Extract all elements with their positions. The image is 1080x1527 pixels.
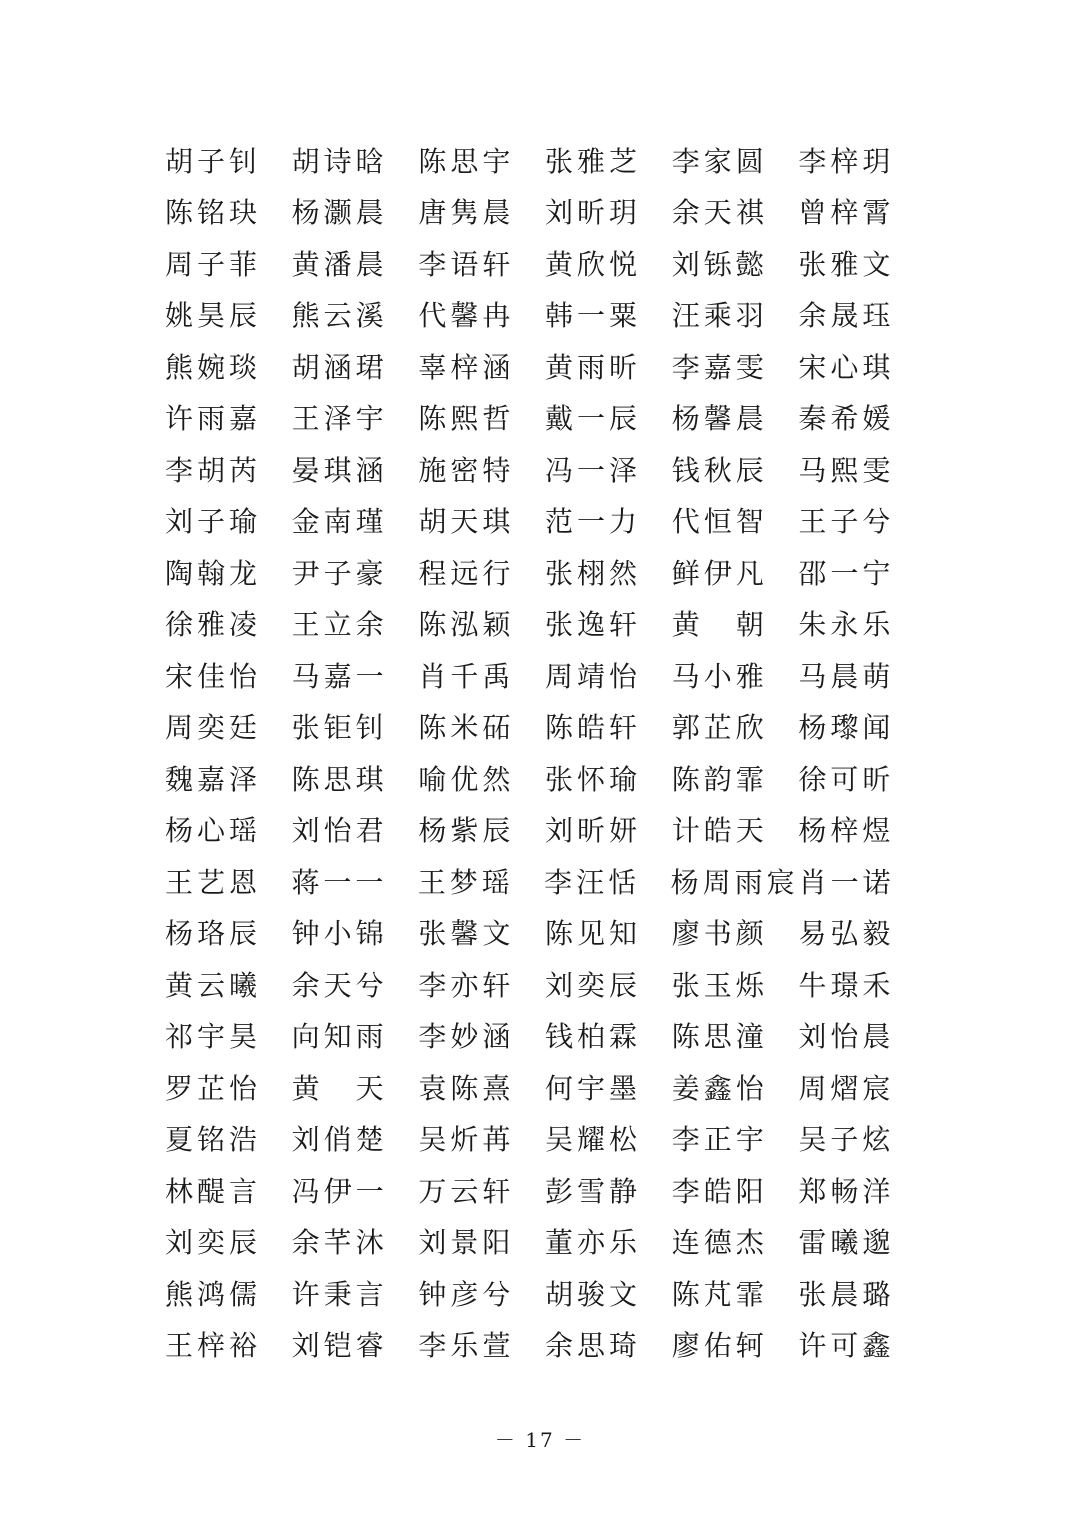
- student-name: 冯一泽: [545, 453, 642, 487]
- student-name: 金南瑾: [291, 505, 388, 539]
- student-name: 肖一诺: [798, 865, 895, 899]
- student-name: 杨灏晨: [291, 196, 388, 230]
- name-row: [165, 754, 925, 806]
- student-name: 张雅芝: [545, 144, 642, 178]
- student-name: 王子兮: [798, 505, 895, 539]
- student-name: 陈见知: [545, 917, 642, 951]
- student-name: 许雨嘉: [165, 402, 262, 436]
- student-name: 熊云溪: [291, 299, 388, 333]
- student-name: 计皓天: [671, 814, 768, 848]
- student-name: 喻优然: [418, 762, 515, 796]
- student-name: 黄云曦: [165, 968, 262, 1002]
- student-name: 周奕廷: [165, 711, 262, 745]
- student-name: 杨周雨宸: [670, 865, 799, 899]
- student-name: 刘景阳: [418, 1226, 515, 1260]
- student-name: 杨珞辰: [165, 917, 262, 951]
- student-name: 冯伊一: [291, 1174, 388, 1208]
- student-name: 胡子钊: [165, 144, 262, 178]
- student-name: 李梓玥: [798, 144, 895, 178]
- student-name: 余晟珏: [798, 299, 895, 333]
- student-name: 陈熙哲: [418, 402, 515, 436]
- student-name: 胡天琪: [418, 505, 515, 539]
- student-name: 郭芷欣: [671, 711, 768, 745]
- page-number: － 17 －: [494, 1428, 586, 1452]
- student-name: 陈韵霏: [671, 762, 768, 796]
- name-row: [165, 806, 925, 858]
- student-name: 夏铭浩: [165, 1123, 262, 1157]
- student-name: 余天兮: [291, 968, 388, 1002]
- student-name: 戴一辰: [545, 402, 642, 436]
- student-name: 李语轩: [418, 247, 515, 281]
- name-row: [165, 1218, 925, 1270]
- student-name: 万云轩: [418, 1174, 515, 1208]
- name-row: [165, 857, 925, 909]
- student-name: 钱柏霖: [545, 1020, 642, 1054]
- student-name: 钟彦兮: [418, 1277, 515, 1311]
- name-row: [165, 909, 925, 961]
- student-name: 姜鑫怡: [671, 1071, 768, 1105]
- student-name: 徐雅凌: [165, 608, 262, 642]
- name-row: [165, 600, 925, 652]
- student-name: 陈铭玦: [165, 196, 262, 230]
- student-name: 杨紫辰: [418, 814, 515, 848]
- student-name: 王梦瑶: [417, 865, 514, 899]
- student-name: 许可鑫: [798, 1329, 895, 1363]
- student-name: 刘铄懿: [671, 247, 768, 281]
- student-name: 肖千禹: [418, 659, 515, 693]
- student-name: 祁宇昊: [165, 1020, 262, 1054]
- student-name: 李妙涵: [418, 1020, 515, 1054]
- student-name: 尹子豪: [291, 556, 388, 590]
- name-row: [165, 548, 925, 600]
- student-name: 张玉烁: [671, 968, 768, 1002]
- student-name: 向知雨: [291, 1020, 388, 1054]
- student-name: 袁陈熹: [418, 1071, 515, 1105]
- student-name: 周靖怡: [545, 659, 642, 693]
- student-name: 刘奕辰: [165, 1226, 262, 1260]
- student-name: 代馨冉: [418, 299, 515, 333]
- student-name: 刘怡晨: [798, 1020, 895, 1054]
- student-name: 代恒智: [671, 505, 768, 539]
- student-name: 吴子炫: [798, 1123, 895, 1157]
- student-name: 王泽宇: [291, 402, 388, 436]
- student-name: 秦希媛: [798, 402, 895, 436]
- name-row: [165, 394, 925, 446]
- student-name: 钟小锦: [291, 917, 388, 951]
- student-name: 张馨文: [418, 917, 515, 951]
- name-list: [165, 136, 925, 1372]
- student-name: 易弘毅: [798, 917, 895, 951]
- student-name: 刘奕辰: [545, 968, 642, 1002]
- student-name: 张逸轩: [545, 608, 642, 642]
- student-name: 王艺恩: [165, 865, 262, 899]
- student-name: 唐隽晨: [418, 196, 515, 230]
- student-name: 何宇墨: [545, 1071, 642, 1105]
- student-name: 熊鸿儒: [165, 1277, 262, 1311]
- student-name: 陶翰龙: [165, 556, 262, 590]
- student-name: 宋佳怡: [165, 659, 262, 693]
- student-name: 蒋一一: [291, 865, 388, 899]
- student-name: 郑畅洋: [798, 1174, 895, 1208]
- student-name: 汪乘羽: [671, 299, 768, 333]
- student-name: 陈思宇: [418, 144, 515, 178]
- name-row: [165, 342, 925, 394]
- student-name: 罗芷怡: [165, 1071, 262, 1105]
- student-name: 周熠宸: [798, 1071, 895, 1105]
- name-row: [165, 1321, 925, 1373]
- name-row: [165, 497, 925, 549]
- student-name: 姚昊辰: [165, 299, 262, 333]
- student-name: 李胡芮: [165, 453, 262, 487]
- student-name: 林醍言: [165, 1174, 262, 1208]
- student-name: 吴炘苒: [418, 1123, 515, 1157]
- student-name: 余天祺: [671, 196, 768, 230]
- student-name: 黄雨昕: [545, 350, 642, 384]
- student-name: 胡诗晗: [291, 144, 388, 178]
- name-row: [165, 1063, 925, 1115]
- student-name: 周子菲: [165, 247, 262, 281]
- student-name: 程远行: [418, 556, 515, 590]
- student-name: 黄 天: [291, 1071, 388, 1105]
- name-row: [165, 651, 925, 703]
- student-name: 胡骏文: [545, 1277, 642, 1311]
- student-name: 余芊沐: [291, 1226, 388, 1260]
- name-row: [165, 291, 925, 343]
- student-name: 张晨璐: [798, 1277, 895, 1311]
- student-name: 张雅文: [798, 247, 895, 281]
- student-name: 陈芃霏: [671, 1277, 768, 1311]
- student-name: 刘怡君: [291, 814, 388, 848]
- student-name: 杨梓煜: [798, 814, 895, 848]
- student-name: 黄 朝: [671, 608, 768, 642]
- student-name: 李皓阳: [671, 1174, 768, 1208]
- student-name: 许秉言: [291, 1277, 388, 1311]
- student-name: 朱永乐: [798, 608, 895, 642]
- student-name: 李亦轩: [418, 968, 515, 1002]
- student-name: 李汪恬: [544, 865, 641, 899]
- student-name: 陈思琪: [291, 762, 388, 796]
- student-name: 李乐萱: [418, 1329, 515, 1363]
- student-name: 鲜伊凡: [671, 556, 768, 590]
- student-name: 陈米砳: [418, 711, 515, 745]
- student-name: 韩一粟: [545, 299, 642, 333]
- name-row: [165, 445, 925, 497]
- name-row: [165, 239, 925, 291]
- student-name: 张怀瑜: [545, 762, 642, 796]
- student-name: 胡涵珺: [291, 350, 388, 384]
- student-name: 王梓裕: [165, 1329, 262, 1363]
- student-name: 熊婉琰: [165, 350, 262, 384]
- student-name: 杨馨晨: [671, 402, 768, 436]
- student-name: 辜梓涵: [418, 350, 515, 384]
- name-row: [165, 188, 925, 240]
- student-name: 李正宇: [671, 1123, 768, 1157]
- student-name: 吴耀松: [545, 1123, 642, 1157]
- student-name: 董亦乐: [545, 1226, 642, 1260]
- student-name: 王立余: [291, 608, 388, 642]
- student-name: 张栩然: [545, 556, 642, 590]
- student-name: 宋心琪: [798, 350, 895, 384]
- student-name: 邵一宁: [798, 556, 895, 590]
- student-name: 刘铠睿: [291, 1329, 388, 1363]
- student-name: 陈皓轩: [545, 711, 642, 745]
- student-name: 牛璟禾: [798, 968, 895, 1002]
- name-row: [165, 1166, 925, 1218]
- student-name: 杨瓈闻: [798, 711, 895, 745]
- student-name: 晏琪涵: [291, 453, 388, 487]
- student-name: 马小雅: [671, 659, 768, 693]
- student-name: 张钜钊: [291, 711, 388, 745]
- student-name: 雷曦邈: [798, 1226, 895, 1260]
- student-name: 徐可昕: [798, 762, 895, 796]
- student-name: 曾梓霄: [798, 196, 895, 230]
- student-name: 李家圆: [671, 144, 768, 178]
- student-name: 陈思潼: [671, 1020, 768, 1054]
- name-row: [165, 703, 925, 755]
- student-name: 余思琦: [545, 1329, 642, 1363]
- student-name: 连德杰: [671, 1226, 768, 1260]
- student-name: 杨心瑶: [165, 814, 262, 848]
- student-name: 廖书颜: [671, 917, 768, 951]
- student-name: 彭雪静: [545, 1174, 642, 1208]
- student-name: 李嘉雯: [671, 350, 768, 384]
- student-name: 施密特: [418, 453, 515, 487]
- student-name: 马嘉一: [291, 659, 388, 693]
- student-name: 魏嘉泽: [165, 762, 262, 796]
- name-row: [165, 1269, 925, 1321]
- student-name: 黄欣悦: [545, 247, 642, 281]
- student-name: 陈泓颖: [418, 608, 515, 642]
- student-name: 刘俏楚: [291, 1123, 388, 1157]
- student-name: 廖佑轲: [671, 1329, 768, 1363]
- student-name: 刘昕玥: [545, 196, 642, 230]
- student-name: 刘昕妍: [545, 814, 642, 848]
- name-row: [165, 1012, 925, 1064]
- name-row: [165, 960, 925, 1012]
- name-row: [165, 1115, 925, 1167]
- student-name: 刘子瑜: [165, 505, 262, 539]
- student-name: 黄潘晨: [291, 247, 388, 281]
- name-row: [165, 136, 925, 188]
- student-name: 钱秋辰: [671, 453, 768, 487]
- student-name: 马熙雯: [798, 453, 895, 487]
- student-name: 范一力: [545, 505, 642, 539]
- student-name: 马晨萌: [798, 659, 895, 693]
